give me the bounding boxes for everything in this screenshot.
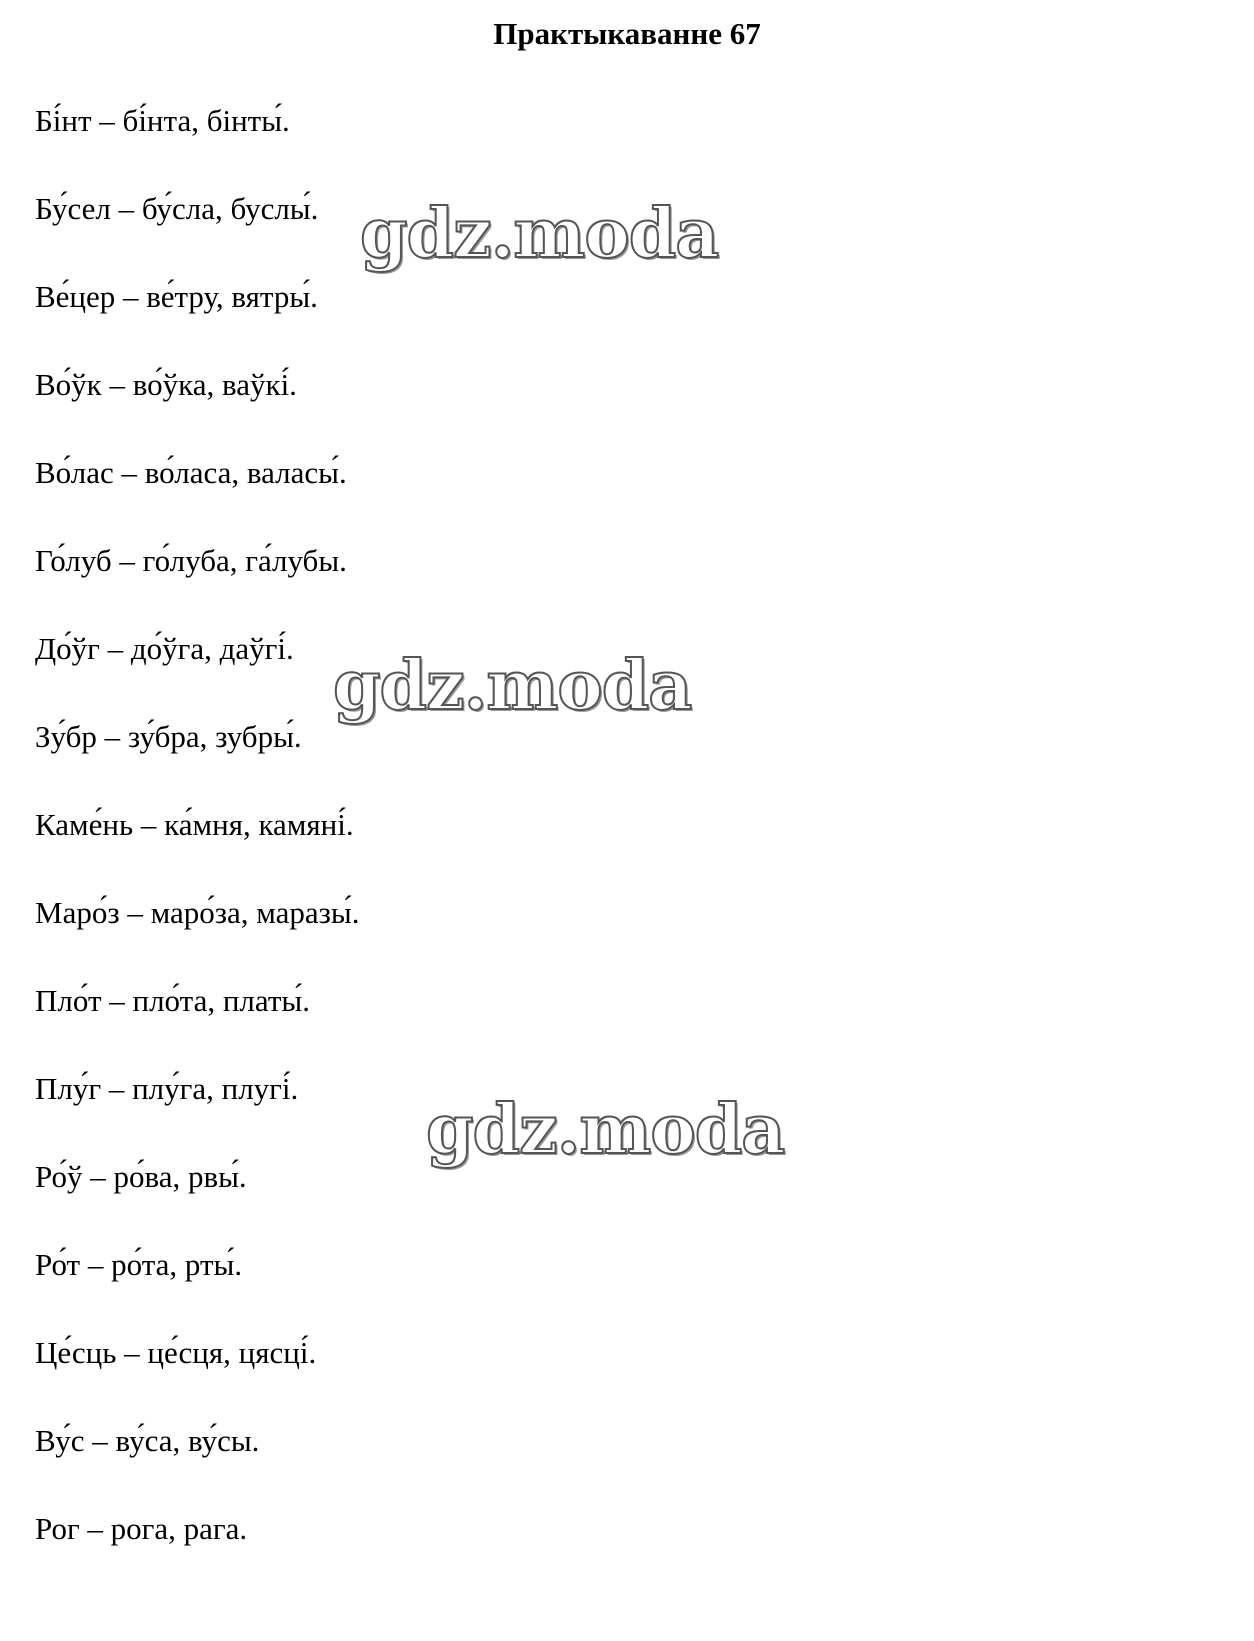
watermark: gdz.moda	[360, 194, 719, 274]
list-item: Ве́цер – ве́тру, вятры́.	[35, 279, 318, 314]
list-item: Каме́нь – ка́мня, камяні́.	[35, 807, 354, 842]
list-item: Це́сць – це́сця, цясці́.	[35, 1335, 317, 1370]
word-forms-list	[35, 101, 360, 1597]
list-item: Во́ўк – во́ўка, ваўкі́.	[35, 367, 297, 402]
list-item: Ро́ў – ро́ва, рвы́.	[35, 1159, 247, 1194]
watermark: gdz.moda	[333, 646, 692, 726]
watermark: gdz.moda	[426, 1090, 785, 1170]
list-item: Бу́сел – бу́сла, буслы́.	[35, 191, 319, 226]
list-item: Плу́г – плу́га, плугі́.	[35, 1071, 299, 1106]
list-item: Го́луб – го́луба, га́лубы.	[35, 543, 347, 578]
list-item: До́ўг – до́ўга, даўгі́.	[35, 631, 294, 666]
list-item: Зу́бр – зу́бра, зубры́.	[35, 719, 302, 754]
list-item: Во́лас – во́ласа, валасы́.	[35, 455, 347, 490]
list-item: Пло́т – пло́та, платы́.	[35, 983, 310, 1018]
page-title: Практыкаванне 67	[493, 16, 761, 51]
list-item: Маро́з – маро́за, маразы́.	[35, 895, 360, 930]
list-item: Рог – рога, рага.	[35, 1511, 248, 1546]
list-item: Ву́с – ву́са, ву́сы.	[35, 1423, 260, 1458]
list-item: Бі́нт – бі́нта, бінты́.	[35, 103, 290, 138]
list-item: Ро́т – ро́та, рты́.	[35, 1247, 243, 1282]
